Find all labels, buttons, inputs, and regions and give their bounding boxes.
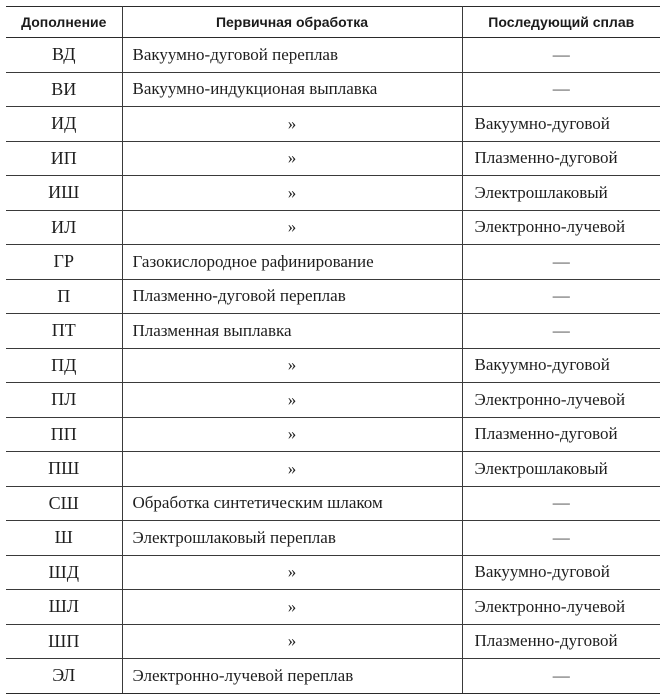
table-row: [6, 176, 660, 211]
subsequent-melt-cell: —: [462, 72, 660, 107]
addition-code-cell: ИД: [6, 107, 122, 142]
subsequent-melt-cell: Вакуумно-дуговой: [462, 107, 660, 142]
addition-code-cell: ИШ: [6, 176, 122, 211]
addition-code-cell: ИП: [6, 141, 122, 176]
subsequent-melt-cell: Вакуумно-дуговой: [462, 555, 660, 590]
table-row: [6, 107, 660, 142]
primary-processing-cell: Плазменно-дуговой переплав: [122, 279, 462, 314]
primary-processing-cell: Газокислородное рафинирование: [122, 245, 462, 280]
primary-processing-cell: Вакуумно-индукционая выплавка: [122, 72, 462, 107]
addition-code-cell: ЭЛ: [6, 659, 122, 694]
table-row: [6, 72, 660, 107]
table-row: [6, 590, 660, 625]
addition-code-cell: ШД: [6, 555, 122, 590]
primary-processing-cell: »: [122, 107, 462, 142]
addition-code-cell: ПД: [6, 348, 122, 383]
addition-code-cell: СШ: [6, 486, 122, 521]
table-row: [6, 348, 660, 383]
table-row: [6, 417, 660, 452]
addition-code-cell: ИЛ: [6, 210, 122, 245]
primary-processing-cell: »: [122, 383, 462, 418]
addition-code-cell: П: [6, 279, 122, 314]
table-row: [6, 314, 660, 349]
addition-code-cell: ГР: [6, 245, 122, 280]
primary-processing-cell: Электронно-лучевой переплав: [122, 659, 462, 694]
subsequent-melt-cell: —: [462, 486, 660, 521]
primary-processing-cell: »: [122, 555, 462, 590]
primary-processing-cell: »: [122, 452, 462, 487]
header-addition: Дополнение: [6, 7, 122, 38]
addition-code-cell: ШП: [6, 624, 122, 659]
table-row: [6, 486, 660, 521]
addition-code-cell: ВД: [6, 38, 122, 73]
addition-code-cell: ПТ: [6, 314, 122, 349]
subsequent-melt-cell: —: [462, 279, 660, 314]
subsequent-melt-cell: —: [462, 314, 660, 349]
primary-processing-cell: Плазменная выплавка: [122, 314, 462, 349]
subsequent-melt-cell: Электронно-лучевой: [462, 590, 660, 625]
addition-code-cell: Ш: [6, 521, 122, 556]
addition-code-cell: ПЛ: [6, 383, 122, 418]
subsequent-melt-cell: —: [462, 521, 660, 556]
subsequent-melt-cell: Электронно-лучевой: [462, 383, 660, 418]
header-subsequent-melt: Последующий сплав: [462, 7, 660, 38]
subsequent-melt-cell: Вакуумно-дуговой: [462, 348, 660, 383]
addition-code-cell: ПП: [6, 417, 122, 452]
table-row: [6, 210, 660, 245]
table-header-row: [6, 7, 660, 38]
subsequent-melt-cell: Плазменно-дуговой: [462, 624, 660, 659]
table-row: [6, 38, 660, 73]
primary-processing-cell: »: [122, 590, 462, 625]
subsequent-melt-cell: Электронно-лучевой: [462, 210, 660, 245]
table-row: [6, 521, 660, 556]
primary-processing-cell: »: [122, 141, 462, 176]
melting-methods-table-container: [6, 6, 660, 694]
primary-processing-cell: »: [122, 624, 462, 659]
primary-processing-cell: »: [122, 348, 462, 383]
primary-processing-cell: »: [122, 176, 462, 211]
subsequent-melt-cell: Плазменно-дуговой: [462, 417, 660, 452]
table-row: [6, 452, 660, 487]
primary-processing-cell: Обработка синтетическим шлаком: [122, 486, 462, 521]
subsequent-melt-cell: Электрошлаковый: [462, 176, 660, 211]
primary-processing-cell: Электрошлаковый переплав: [122, 521, 462, 556]
table-row: [6, 141, 660, 176]
table-row: [6, 555, 660, 590]
addition-code-cell: ПШ: [6, 452, 122, 487]
table-row: [6, 245, 660, 280]
primary-processing-cell: Вакуумно-дуговой переплав: [122, 38, 462, 73]
table-row: [6, 383, 660, 418]
subsequent-melt-cell: Плазменно-дуговой: [462, 141, 660, 176]
table-row: [6, 659, 660, 694]
melting-methods-table: [6, 6, 660, 694]
table-body: [6, 38, 660, 694]
table-row: [6, 279, 660, 314]
subsequent-melt-cell: Электрошлаковый: [462, 452, 660, 487]
primary-processing-cell: »: [122, 210, 462, 245]
subsequent-melt-cell: —: [462, 659, 660, 694]
addition-code-cell: ВИ: [6, 72, 122, 107]
primary-processing-cell: »: [122, 417, 462, 452]
header-primary-processing: Первичная обработка: [122, 7, 462, 38]
subsequent-melt-cell: —: [462, 245, 660, 280]
table-row: [6, 624, 660, 659]
addition-code-cell: ШЛ: [6, 590, 122, 625]
subsequent-melt-cell: —: [462, 38, 660, 73]
